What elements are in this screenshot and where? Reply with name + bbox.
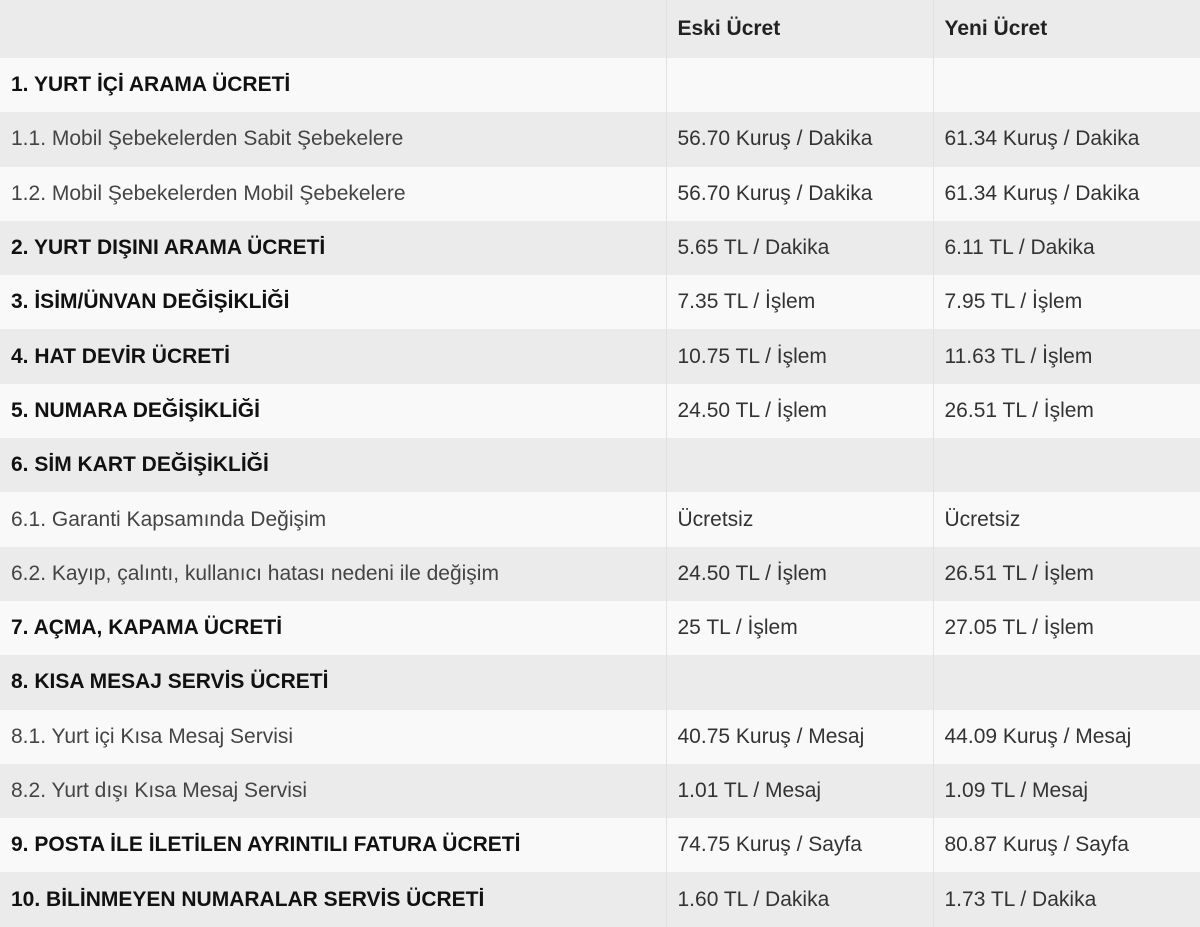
header-old-fee: Eski Ücret bbox=[666, 0, 933, 58]
row-label: 9. POSTA İLE İLETİLEN AYRINTILI FATURA ÜCRETİ bbox=[0, 818, 666, 872]
old-fee: 56.70 Kuruş / Dakika bbox=[666, 167, 933, 221]
row-label: 2. YURT DIŞINI ARAMA ÜCRETİ bbox=[0, 221, 666, 275]
table-row bbox=[0, 655, 1200, 709]
old-fee: 24.50 TL / İşlem bbox=[666, 384, 933, 438]
row-label: 8.2. Yurt dışı Kısa Mesaj Servisi bbox=[0, 764, 666, 818]
new-fee bbox=[933, 438, 1200, 492]
row-label: 6. SİM KART DEĞİŞİKLİĞİ bbox=[0, 438, 666, 492]
new-fee: 7.95 TL / İşlem bbox=[944, 290, 1083, 314]
new-fee: 26.51 TL / İşlem bbox=[944, 561, 1094, 585]
old-fee: 25 TL / İşlem bbox=[666, 601, 933, 655]
new-fee: 44.09 Kuruş / Mesaj bbox=[944, 724, 1132, 748]
row-label: 3. İSİM/ÜNVAN DEĞİŞİKLİĞİ bbox=[0, 275, 666, 329]
table-row bbox=[0, 547, 1200, 601]
table-row bbox=[0, 872, 1200, 926]
old-fee: 1.60 TL / Dakika bbox=[666, 872, 933, 926]
row-label: 8. KISA MESAJ SERVİS ÜCRETİ bbox=[0, 655, 666, 709]
new-fee: 11.63 TL / İşlem bbox=[944, 344, 1093, 368]
new-fee: 1.73 TL / Dakika bbox=[944, 887, 1097, 911]
new-fee: 80.87 Kuruş / Sayfa bbox=[944, 833, 1129, 857]
old-fee bbox=[666, 438, 933, 492]
table-row bbox=[0, 710, 1200, 764]
table-header-row bbox=[0, 0, 1200, 58]
old-fee: 74.75 Kuruş / Sayfa bbox=[666, 818, 933, 872]
new-fee: 1.09 TL / Mesaj bbox=[944, 779, 1089, 802]
row-label: 8.1. Yurt içi Kısa Mesaj Servisi bbox=[0, 710, 666, 764]
new-fee: 26.51 TL / İşlem bbox=[944, 398, 1094, 422]
old-fee: 56.70 Kuruş / Dakika bbox=[666, 112, 933, 166]
row-label: 1.2. Mobil Şebekelerden Mobil Şebekelere bbox=[0, 167, 666, 221]
table-row bbox=[0, 275, 1200, 329]
new-fee: Ücretsiz bbox=[944, 507, 1021, 531]
old-fee: 10.75 TL / İşlem bbox=[666, 329, 933, 383]
table-row bbox=[0, 329, 1200, 383]
old-fee: 40.75 Kuruş / Mesaj bbox=[666, 710, 933, 764]
new-fee bbox=[933, 58, 1200, 112]
old-fee: 7.35 TL / İşlem bbox=[666, 275, 933, 329]
new-fee: 61.34 Kuruş / Dakika bbox=[944, 181, 1140, 205]
table-row bbox=[0, 764, 1200, 818]
row-label: 5. NUMARA DEĞİŞİKLİĞİ bbox=[0, 384, 666, 438]
old-fee: Ücretsiz bbox=[666, 492, 933, 546]
row-label: 1. YURT İÇİ ARAMA ÜCRETİ bbox=[0, 58, 666, 112]
table-row bbox=[0, 384, 1200, 438]
table-row bbox=[0, 818, 1200, 872]
old-fee: 5.65 TL / Dakika bbox=[666, 221, 933, 275]
header-new-fee: Yeni Ücret bbox=[944, 17, 1048, 40]
table-row bbox=[0, 167, 1200, 221]
old-fee: 24.50 TL / İşlem bbox=[666, 547, 933, 601]
table-row bbox=[0, 492, 1200, 546]
row-label: 6.1. Garanti Kapsamında Değişim bbox=[0, 492, 666, 546]
header-item bbox=[0, 0, 666, 58]
row-label: 7. AÇMA, KAPAMA ÜCRETİ bbox=[0, 601, 666, 655]
old-fee bbox=[666, 655, 933, 709]
row-label: 4. HAT DEVİR ÜCRETİ bbox=[0, 329, 666, 383]
table-row bbox=[0, 221, 1200, 275]
row-label: 6.2. Kayıp, çalıntı, kullanıcı hatası nedeni ile değişim bbox=[0, 547, 666, 601]
new-fee: 6.11 TL / Dakika bbox=[944, 236, 1095, 260]
table-row bbox=[0, 58, 1200, 112]
new-fee bbox=[933, 655, 1200, 709]
row-label: 1.1. Mobil Şebekelerden Sabit Şebekelere bbox=[0, 112, 666, 166]
old-fee bbox=[666, 58, 933, 112]
new-fee: 61.34 Kuruş / Dakika bbox=[944, 127, 1140, 151]
table-row bbox=[0, 438, 1200, 492]
old-fee: 1.01 TL / Mesaj bbox=[666, 764, 933, 818]
new-fee: 27.05 TL / İşlem bbox=[944, 616, 1094, 640]
table-row bbox=[0, 601, 1200, 655]
table-row bbox=[0, 112, 1200, 166]
row-label: 10. BİLİNMEYEN NUMARALAR SERVİS ÜCRETİ bbox=[0, 872, 666, 926]
